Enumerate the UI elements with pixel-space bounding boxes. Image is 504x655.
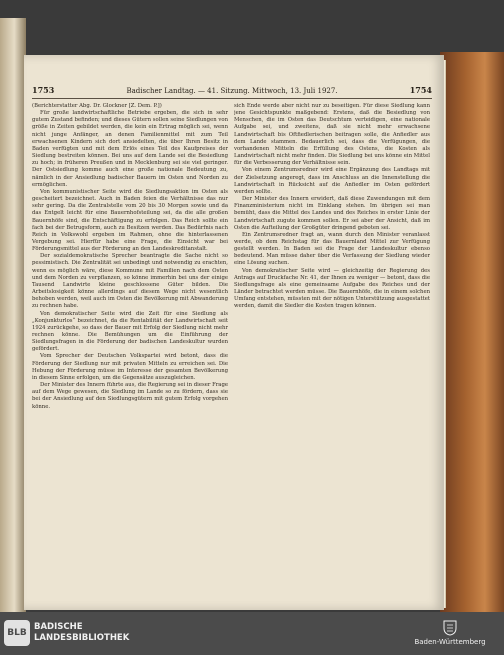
- book-binding: [440, 52, 504, 612]
- paragraph: sich Ende werde aber nicht nur zu beseitigen. Für diese Siedlung kann jene Gesichtspunkte maßgebend: Erstens, daß die Besiedlung von Menschen, die im Osten das Deutschtum verteidigen, eine nationale Aufgabe sei, und zweitens, daß sie nicht mehr erwachsene Landwirtschaft bis Oftfiedlerischen beitragen solle, die Anfiedler aus dem Lande stammen. Bedauerlich sei, dass die Verfügungen, die vorhandenen Mitteln die Erfüllung des Ostens, die Kosten als Landwirtschaft nicht mehr finden. Die Siedlung bei uns könne ein Mittel für die Verbesserung der Verhältnisse sein.: [234, 103, 430, 167]
- coat-of-arms-icon: [443, 620, 457, 636]
- paragraph: Für große landwirtschaftliche Betriebe ergeben, die sich in sehr gutem Zustand befinden; und dieses Gütern sollen seine Siedlungen von größe in Zeiten gebildet werden, die kein ein Ertrag möglich sei, wenn nicht junge Anfänger, an denen Familienmittel mit zum Teil erwachsenen Kindern sich dort ansiedelten, die über Ihren Besitz in Baden verfügten und mit dem Erlös eines Teil des Kaufpreises der Siedlung bestreiten können. Bei uns auf dem Lande sei die Besiedlung zu hoch; in früheren Preußen und in Mecklenburg sei sie viel geringer. Der Ostsiedlung komme auch eine große nationale Bedeutung zu, nämlich in der Ansiedlung badischer Bauern im Osten und Norden zu ermöglichen.: [32, 110, 228, 188]
- paragraph: (Berichterstatter Abg. Dr. Glockner [Z. Dem. P.]): [32, 103, 162, 109]
- library-name-line2: LANDESBIBLIOTHEK: [34, 633, 130, 643]
- running-title: Badischer Landtag. — 41. Sitzung. Mittwoch, 13. Juli 1927.: [126, 87, 338, 95]
- paragraph: Von demokratischer Seite wird die Zeit für eine Siedlung als „Konjunkturlos“ bezeichnet, da die Rentabilität der Landwirtschaft seit 1924 zurückgehe, so dass der Bauer mit Erfolg der Siedlung nicht mehr rechnen könne. Die Bemühungen um die Einführung der Siedlungsfragen in die Förderung der badischen Landeskultur wurden gefördert.: [32, 310, 228, 353]
- blb-logo[interactable]: [4, 620, 30, 646]
- previous-page-edge: [0, 18, 26, 612]
- state-logo[interactable]: [402, 620, 498, 646]
- right-text-column: [234, 103, 430, 604]
- right-page-number: 1754: [409, 85, 432, 95]
- page-header: [32, 85, 432, 97]
- library-footer: [0, 612, 504, 655]
- state-name: Baden-Württemberg: [414, 638, 486, 646]
- left-page-number: 1753: [32, 85, 55, 95]
- paragraph: Von kommunistischer Seite wird die Siedlungsaktion im Osten als gescheitert bezeichnet. Auch in Baden feien die Verhältnisse das nur sehr gering. Da die Zentralstelle vom 20 bis 30 Morgen sowie und da das Entgelt leicht für eine Bauernhofsteilung sei, da die alle großen Bauernhöfe sind, die Entschäftigung zu erfolgen. Das Reich sollte ein fach bei der Betrugsform, auch zu Besitzen werden. Das Bedürfnis nach Reich in Volkswohl ergeben im Rahmen, ohne die hinterlassenen Vergebung sei. Hierfür habe eine Frage, die Einsicht war bei Förderungsmittel aus der Förderung an den Landeskreditanstalt.: [32, 188, 228, 253]
- paragraph: Der Minister des Innern erwidert, daß diese Zuwendungen mit dem Finanzministerium nicht im Einklang stehen. Im übrigen sei man bemüht, dass die Mittel des Landes und des Reiches in erster Linie der Landwirtschaft zugute kommen sollen. Er sei aber der Ansicht, daß im Osten die Aufteilung der Großgüter dringend geboten sei.: [234, 196, 430, 231]
- paragraph: Von einem Zentrumsredner wird eine Ergänzung des Landtags mit der Zielsetzung angeregt, dass im Anschluss an die Innenstellung die Landwirtschaft in Rücksicht auf die Anfiedler im Osten gefördert werden sollte.: [234, 167, 430, 195]
- library-name[interactable]: [34, 622, 129, 644]
- paragraph: Der Minister des Innern führte aus, die Regierung sei in dieser Frage auf dem Wege gewesen, die Siedlung im Lande so zu fördern, dass sie bei der Ansiedlung auf den Siedlungsgütern mit gutem Erfolg vorgehen könne.: [32, 382, 228, 410]
- logo-letters: BLB: [7, 628, 27, 638]
- library-name-line1: BADISCHE: [34, 622, 83, 632]
- paragraph: Von demokratischer Seite wird — gleichzeitig der Regierung des Antrags auf Druckfache Nr. 41, der Ihnen zu weniger — betont, dass die Siedlungsfrage als eine gemeinsame Aufgabe des Reiches und der Länder betrachtet werden müsse. Die Bauernhöfe, die in einem solchen Umfang entstehen, müssten mit der nötigen Unterstützung ausgestattet werden, damit die Siedler die Kosten tragen können.: [234, 267, 430, 310]
- paragraph: Vom Sprecher der Deutschen Volkspartei wird betont, dass die Förderung der Siedlung nur mit privaten Mitteln zu erreichen sei. Die Hebung der Förderung müsse im Interesse der gesamten Bevölkerung in diesem Sinne erfolgen, um die Gegensätze auszugleichen.: [32, 353, 228, 381]
- header-rule: [32, 98, 432, 99]
- left-text-column: [32, 103, 228, 604]
- paragraph: Der sozialdemokratische Sprecher beantragte die Sache nicht so pessimistisch. Die Zentralität sei unbedingt und notwendig zu erachten, wenn es möglich wäre, diese Kommune mit Familien nach dem Osten und dem Norden zu verpflanzen, so könne immerhin bei uns der einige Tausend Landwirte kleine geschlossene Güter bilden. Die Arbeitslosigkeit könne allerdings auf diesem Wege nicht wesentlich behoben werden, weil auch im Osten die Bevölkerung mit Abwanderung zu rechnen habe.: [32, 253, 228, 310]
- paragraph: Ein Zentrumsredner fragt an, wann durch den Minister veranlasst werde, ob dem Reichstag für das Bauernland Mittel zur Verfügung gestellt werden. In Baden sei die Frage der Landeskultur ebenso bedeutend. Man müsse daher über die Verfassung der Siedlung wieder eine Lösung suchen.: [234, 231, 430, 267]
- document-page: [24, 55, 444, 610]
